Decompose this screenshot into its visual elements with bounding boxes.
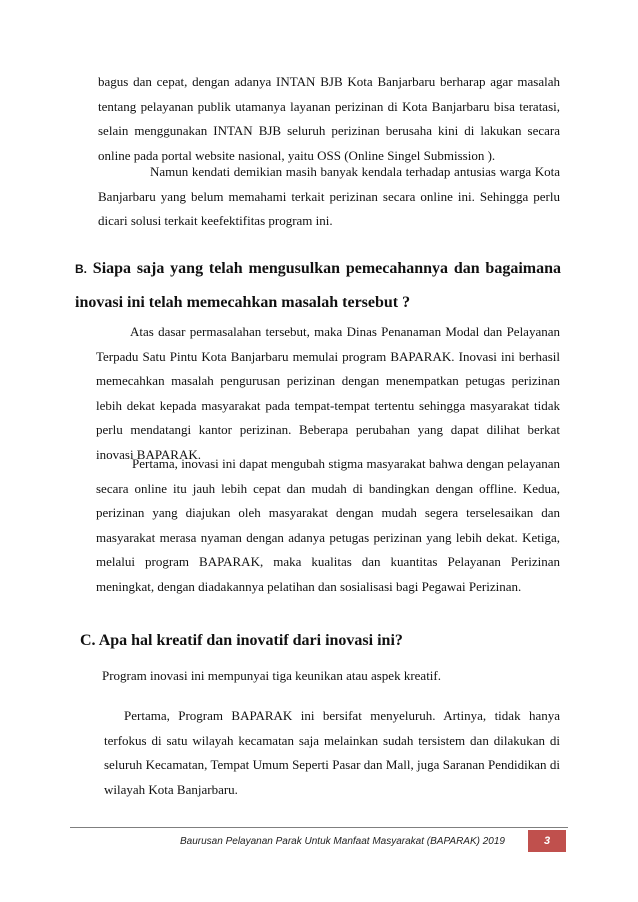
paragraph-baparak-program: Atas dasar permasalahan tersebut, maka Dinas Penanaman Modal dan Pelayanan Terpadu Satu Pintu Kota Banjarbaru memulai program BAPARAK. Inovasi ini berhasil memecahkan masalah pengurusan perizinan dengan menempatkan petugas perizinan lebih dekat kepada masyarakat pada tempat-tempat tertentu sehingga masyarakat tidak perlu mendatangi kantor perizinan. Beberapa perubahan yang dapat dilihat berkat inovasi BAPARAK. [96, 324, 560, 462]
footer-title: Baurusan Pelayanan Parak Untuk Manfaat Masyarakat (BAPARAK) 2019 [180, 836, 505, 847]
paragraph-kendala: Namun kendati demikian masih banyak kendala terhadap antusias warga Kota Banjarbaru yang belum memahami terkait perizinan secara online ini. Sehingga perlu dicari solusi terkait keefektifitas program ini. [98, 164, 560, 228]
paragraph-intan-bjb: bagus dan cepat, dengan adanya INTAN BJB Kota Banjarbaru berharap agar masalah tentang pelayanan publik utamanya layanan perizinan di Kota Banjarbaru bisa teratasi, selain menggunakan INTAN BJB seluruh perizinan berusaha kini di lakukan secara online pada portal website nasional, yaitu OSS (Online Singel Submission ). [98, 74, 560, 163]
heading-section-b [75, 252, 561, 320]
section-b-title: Siapa saja yang telah mengusulkan pemecahannya dan bagaimana inovasi ini telah memecahkan masalah tersebut ? [75, 260, 562, 311]
footer-divider [70, 827, 568, 828]
section-b-marker: B. [75, 262, 87, 276]
paragraph-menyeluruh: Pertama, Program BAPARAK ini bersifat menyeluruh. Artinya, tidak hanya terfokus di satu wilayah kecamatan saja melainkan sudah tersistem dan dilakukan di seluruh Kecamatan, Tempat Umum Seperti Pasar dan Mall, juga Saranan Pendidikan di wilayah Kota Banjarbaru. [104, 708, 560, 797]
paragraph-tiga-keunikan: Program inovasi ini mempunyai tiga keunikan atau aspek kreatif. [102, 668, 441, 683]
section-c-marker: C. [80, 632, 96, 649]
page-number: 3 [528, 830, 566, 852]
heading-section-c [80, 624, 560, 658]
paragraph-perubahan: Pertama, inovasi ini dapat mengubah stigma masyarakat bahwa dengan pelayanan secara online itu jauh lebih cepat dan mudah di bandingkan dengan offline. Kedua, perizinan yang diajukan oleh masyarakat dengan mudah segera terselesaikan dan masyarakat merasa nyaman dengan adanya petugas perizinan yang lebih dekat. Ketiga, melalui program BAPARAK, maka kualitas dan kuantitas Pelayanan Perizinan meningkat, dengan diadakannya pelatihan dan sosialisasi bagi Pegawai Perizinan. [96, 456, 560, 594]
section-c-title: Apa hal kreatif dan inovatif dari inovasi ini? [98, 632, 403, 649]
